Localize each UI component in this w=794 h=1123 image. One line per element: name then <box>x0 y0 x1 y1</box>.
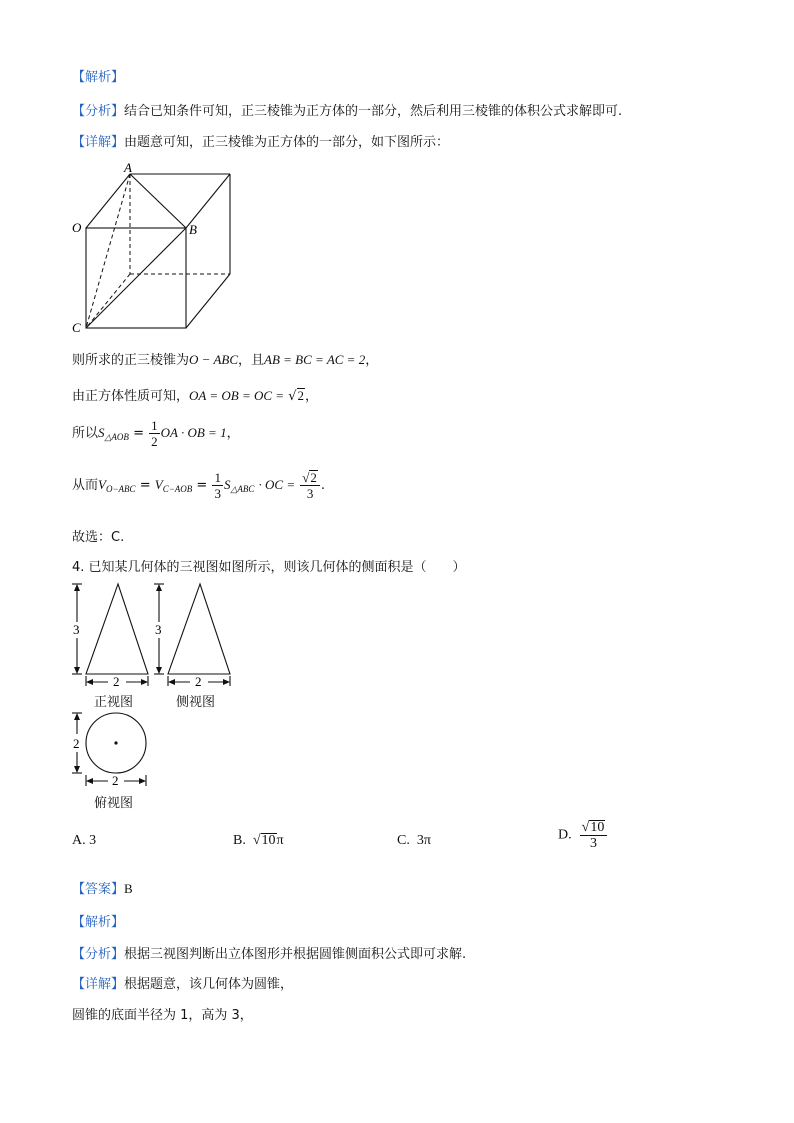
detail-paragraph-2 <box>72 973 293 992</box>
line4-V2: V <box>154 477 163 492</box>
line1-pyramid: O − ABC <box>189 352 238 367</box>
answer-line <box>72 878 133 897</box>
line2-expr: OA = OB = OC = <box>189 388 285 403</box>
line1-prefix: 则所求的正三棱锥为 <box>72 353 190 368</box>
analysis-heading: 【解析】 <box>72 70 125 85</box>
summary-text: 结合已知条件可知，正三棱锥为正方体的一部分，然后利用三棱锥的体积公式求解即可. <box>124 104 623 119</box>
derivation-line-2: 由正方体性质可知，OA = OB = OC = √2， <box>72 388 319 404</box>
summary-text-2: 根据三视图判断出立体图形并根据圆锥侧面积公式即可求解. <box>124 947 467 962</box>
analysis-summary-2 <box>72 943 466 962</box>
line4-fraction: $\frac{1}{3}$ <box>214 470 221 501</box>
line1-edges: AB = BC = AC = 2 <box>264 352 366 367</box>
top-view-figure <box>68 710 158 795</box>
line3-end: ， <box>226 426 240 441</box>
derivation-line-4 <box>72 470 325 501</box>
analysis-summary <box>72 100 622 119</box>
front-view-triangle <box>86 584 148 674</box>
line2-sqrt: 2 <box>297 388 304 403</box>
detail-text-2: 根据题意，该几何体为圆锥， <box>124 977 294 992</box>
summary-tag: 【分析】 <box>72 104 125 119</box>
edge-AB <box>130 174 186 228</box>
line4-Ssub: △ABC <box>230 484 255 494</box>
line4-V1sub: O−ABC <box>105 484 136 494</box>
line1-mid: ，且 <box>238 353 265 368</box>
analysis-heading-2: 【解析】 <box>72 915 125 930</box>
label-A: A <box>124 160 132 175</box>
detail-text: 由题意可知，正三棱锥为正方体的一部分，如下图所示： <box>124 135 450 150</box>
line3-rest: OA · OB = 1 <box>160 425 227 440</box>
derivation-line-3 <box>72 418 240 449</box>
option-B-label: B. <box>233 833 246 848</box>
line4-prefix: 从而 <box>72 478 99 493</box>
line3-sub: △AOB <box>104 432 129 442</box>
answer-tag: 【答案】 <box>72 882 125 897</box>
option-D-label: D. <box>558 827 572 843</box>
option-B-suffix: π <box>276 833 284 848</box>
label-O: O <box>72 220 82 235</box>
side-view-caption: 侧视图 <box>176 695 216 710</box>
line3-fraction: $\frac{1}{2}$ <box>151 418 158 449</box>
option-A[interactable] <box>72 833 96 849</box>
line4-end: . <box>320 478 326 493</box>
line4-S: S <box>223 477 231 492</box>
line1-end: ， <box>365 353 379 368</box>
option-D[interactable] <box>558 820 608 851</box>
question-4-stem: 4. 已知某几何体的三视图如图所示，则该几何体的侧面积是（ ） <box>72 560 466 575</box>
top-height-label: 2 <box>73 736 80 751</box>
label-B: B <box>189 222 197 237</box>
option-D-fraction: $\frac{√10}{3}$ <box>580 820 608 851</box>
line4-mid: · OC = <box>258 477 296 492</box>
top-view-caption: 俯视图 <box>94 796 134 811</box>
line3-prefix: 所以 <box>72 426 99 441</box>
line4-eq1: = <box>139 478 151 493</box>
top-view-center-dot <box>114 741 117 744</box>
line3-S: S <box>98 425 105 440</box>
option-B-sqrt: 10 <box>261 833 276 848</box>
line4-V2sub: C−AOB <box>162 484 193 494</box>
side-view-triangle <box>168 584 230 674</box>
option-B[interactable]: B. √10π <box>233 833 284 848</box>
line4-eq2: = <box>196 478 208 493</box>
edge-BC <box>86 228 186 328</box>
edge-AC <box>86 174 130 328</box>
line4-result: $\frac{√2}{3}$ <box>300 470 320 501</box>
derivation-line-1 <box>72 349 378 368</box>
option-C-value: 3π <box>416 833 431 848</box>
detail-paragraph <box>72 131 449 150</box>
summary-tag-2: 【分析】 <box>72 947 125 962</box>
front-view-caption: 正视图 <box>94 695 134 710</box>
option-A-value: 3 <box>89 833 97 848</box>
side-width-label: 2 <box>195 674 202 689</box>
label-C: C <box>72 320 81 335</box>
top-width-label: 2 <box>112 773 119 788</box>
answer-choice-line: 故选：C. <box>72 530 125 545</box>
line3-eq: = <box>133 426 144 441</box>
line2-prefix: 由正方体性质可知， <box>72 389 190 404</box>
cube-figure <box>68 160 243 338</box>
line2-end: ， <box>305 389 319 404</box>
side-height-label: 3 <box>155 622 162 637</box>
option-C[interactable] <box>397 833 431 849</box>
detail-tag-2: 【详解】 <box>72 977 125 992</box>
answer-value: B <box>124 881 133 896</box>
cone-dimensions-line: 圆锥的底面半径为 1，高为 3， <box>72 1008 253 1023</box>
detail-tag: 【详解】 <box>72 135 125 150</box>
option-C-label: C. <box>397 833 410 848</box>
front-height-label: 3 <box>73 622 80 637</box>
option-A-label: A. <box>72 833 86 848</box>
line4-V1: V <box>98 477 106 492</box>
front-width-label: 2 <box>113 674 120 689</box>
